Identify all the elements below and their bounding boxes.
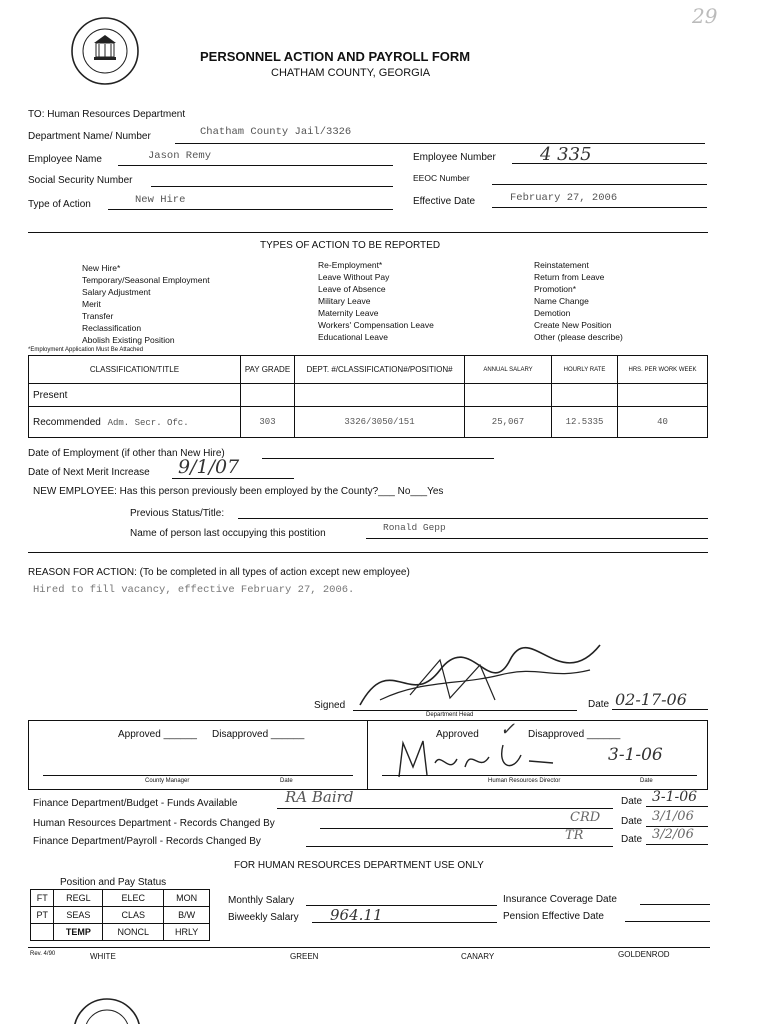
- action-type-item: Salary Adjustment: [82, 287, 151, 297]
- ssn-line[interactable]: [151, 186, 393, 187]
- cm-approved[interactable]: Approved ______: [118, 729, 197, 740]
- action-type-item: Merit: [82, 299, 101, 309]
- status-cell[interactable]: [31, 924, 54, 941]
- last-person-value[interactable]: Ronald Gepp: [383, 522, 446, 533]
- funds-date-line: [646, 806, 708, 807]
- status-cell[interactable]: MON: [164, 890, 210, 907]
- hr-director-box: [367, 720, 708, 790]
- recommended-title[interactable]: Adm. Secr. Ofc.: [107, 417, 189, 428]
- row-present: Present: [29, 384, 241, 407]
- types-col2: [318, 259, 434, 343]
- status-cell[interactable]: NONCL: [103, 924, 164, 941]
- action-type-item: Educational Leave: [318, 332, 388, 342]
- county-manager-label: County Manager: [145, 778, 190, 784]
- employee-name-label: Employee Name: [28, 154, 102, 165]
- position-status-grid: [30, 889, 210, 941]
- department-head-label: Department Head: [426, 712, 474, 718]
- status-cell[interactable]: ELEC: [103, 890, 164, 907]
- department-line: [175, 143, 705, 144]
- action-type-item: Workers' Compensation Leave: [318, 320, 434, 330]
- recommended-dept[interactable]: 3326/3050/151: [295, 407, 465, 438]
- action-type-item: Demotion: [534, 308, 571, 318]
- eeoc-label: EEOC Number: [413, 173, 470, 183]
- cell[interactable]: [295, 384, 465, 407]
- form-title: PERSONNEL ACTION AND PAYROLL FORM: [200, 49, 471, 64]
- department-value[interactable]: Chatham County Jail/3326: [200, 126, 352, 138]
- status-cell[interactable]: PT: [31, 907, 54, 924]
- hr-approved[interactable]: Approved: [436, 729, 479, 740]
- corner-mark: 29: [692, 4, 718, 28]
- next-merit-line: [172, 478, 294, 479]
- recommended-label: Recommended: [33, 416, 101, 428]
- hr-date-value[interactable]: 3-1-06: [608, 745, 663, 765]
- hr-signature-line: [382, 775, 697, 776]
- status-cell[interactable]: TEMP: [54, 924, 103, 941]
- to-line: TO: Human Resources Department: [28, 109, 186, 120]
- last-person-line: [366, 538, 708, 539]
- types-heading: TYPES OF ACTION TO BE REPORTED: [260, 240, 441, 251]
- biweekly-salary-value[interactable]: 964.11: [330, 906, 383, 924]
- funds-date-value[interactable]: 3-1-06: [652, 789, 698, 805]
- new-employee-question: NEW EMPLOYEE: Has this person previously been employed by the County?___ No___Yes: [33, 486, 444, 497]
- records-payroll-label: Finance Department/Payroll - Records Changed By: [33, 836, 261, 847]
- recommended-hours[interactable]: 40: [618, 407, 708, 438]
- action-type-item: Leave of Absence: [318, 284, 386, 294]
- signed-label: Signed: [314, 700, 346, 711]
- col-header-classification: CLASSIFICATION/TITLE: [29, 356, 241, 384]
- records-hr-date-label: Date: [621, 816, 643, 827]
- date-employment-line[interactable]: [262, 458, 494, 459]
- status-cell[interactable]: REGL: [54, 890, 103, 907]
- employee-name-line: [118, 165, 393, 166]
- county-seal-partial-icon: [70, 996, 144, 1024]
- signed-date-line: [612, 709, 708, 710]
- date-employment-label: Date of Employment (if other than New Hire): [28, 448, 225, 459]
- reason-label: REASON FOR ACTION: (To be completed in all types of action except new employee): [28, 567, 410, 578]
- revision-label: Rev. 4/90: [30, 951, 56, 957]
- funds-signature: RA Baird: [285, 788, 354, 806]
- section-divider: [28, 552, 708, 553]
- next-merit-value[interactable]: 9/1/07: [178, 456, 240, 478]
- status-cell[interactable]: SEAS: [54, 907, 103, 924]
- monthly-salary-label: Monthly Salary: [228, 895, 295, 906]
- action-type-item: Temporary/Seasonal Employment: [82, 275, 210, 285]
- form-subtitle: CHATHAM COUNTY, GEORGIA: [271, 67, 431, 79]
- table-row: [31, 890, 210, 907]
- col-header-pay-grade: PAY GRADE: [241, 356, 295, 384]
- department-label: Department Name/ Number: [28, 131, 151, 142]
- insurance-date-line[interactable]: [640, 904, 710, 905]
- copy-goldenrod: GOLDENROD: [618, 950, 670, 959]
- funds-date-label: Date: [621, 796, 643, 807]
- type-action-label: Type of Action: [28, 199, 91, 210]
- status-cell[interactable]: HRLY: [164, 924, 210, 941]
- action-type-item: Re-Employment*: [318, 260, 383, 270]
- action-type-item: Reinstatement: [534, 260, 589, 270]
- action-type-item: Leave Without Pay: [318, 272, 390, 282]
- effective-date-value[interactable]: February 27, 2006: [510, 192, 618, 204]
- records-hr-label: Human Resources Department - Records Changed By: [33, 818, 275, 829]
- action-type-item: Military Leave: [318, 296, 371, 306]
- eeoc-line[interactable]: [492, 184, 707, 185]
- biweekly-salary-label: Biweekly Salary: [228, 912, 299, 923]
- hr-director-label: Human Resources Director: [488, 778, 561, 784]
- cell[interactable]: [618, 384, 708, 407]
- table-row: [29, 384, 708, 407]
- action-type-item: Maternity Leave: [318, 308, 379, 318]
- col-header-hourly: HOURLY RATE: [552, 356, 618, 384]
- action-type-item: Return from Leave: [534, 272, 605, 282]
- recommended-hourly[interactable]: 12.5335: [552, 407, 618, 438]
- action-type-item: Transfer: [82, 311, 114, 321]
- classification-table: [28, 355, 708, 438]
- funds-line: [277, 808, 613, 809]
- status-cell[interactable]: CLAS: [103, 907, 164, 924]
- section-divider: [28, 232, 708, 233]
- hr-date-label: Date: [640, 778, 653, 784]
- records-payroll-date-line: [646, 844, 708, 845]
- col-header-hours: HRS. PER WORK WEEK: [618, 356, 708, 384]
- employee-number-value[interactable]: 4 335: [540, 144, 592, 165]
- footer-divider: [28, 947, 710, 948]
- signed-date-label: Date: [588, 699, 610, 710]
- action-type-item: Promotion*: [534, 284, 577, 294]
- table-row: [31, 924, 210, 941]
- county-seal-icon: [68, 16, 142, 86]
- cell[interactable]: [241, 384, 295, 407]
- action-type-item: Abolish Existing Position: [82, 335, 175, 345]
- types-footnote: *Employment Application Must Be Attached: [28, 347, 144, 353]
- ssn-label: Social Security Number: [28, 175, 133, 186]
- copy-green: GREEN: [290, 952, 319, 961]
- cell[interactable]: [552, 384, 618, 407]
- previous-status-label: Previous Status/Title:: [130, 508, 225, 519]
- recommended-grade[interactable]: 303: [241, 407, 295, 438]
- table-row: [31, 907, 210, 924]
- cm-signature-line[interactable]: [43, 775, 353, 776]
- pension-date-line[interactable]: [625, 921, 710, 922]
- previous-status-line[interactable]: [238, 518, 708, 519]
- records-payroll-initials: TR: [565, 828, 584, 843]
- insurance-date-label: Insurance Coverage Date: [503, 894, 617, 905]
- pension-date-label: Pension Effective Date: [503, 911, 604, 922]
- types-col3: [534, 259, 623, 343]
- cm-disapproved[interactable]: Disapproved ______: [212, 729, 305, 740]
- recommended-salary[interactable]: 25,067: [465, 407, 552, 438]
- copy-canary: CANARY: [461, 952, 495, 961]
- county-manager-box: [28, 720, 368, 790]
- action-type-item: New Hire*: [82, 263, 121, 273]
- copy-white: WHITE: [90, 952, 116, 961]
- action-type-item: Other (please describe): [534, 332, 623, 342]
- records-payroll-line: [306, 846, 613, 847]
- type-action-value[interactable]: New Hire: [135, 194, 186, 206]
- hr-use-heading: FOR HUMAN RESOURCES DEPARTMENT USE ONLY: [234, 860, 484, 871]
- type-action-line: [108, 209, 393, 210]
- records-payroll-date-value[interactable]: 3/2/06: [652, 827, 694, 842]
- department-head-signature: [350, 640, 610, 712]
- status-cell[interactable]: B/W: [164, 907, 210, 924]
- employee-number-label: Employee Number: [413, 152, 496, 163]
- cell[interactable]: [465, 384, 552, 407]
- col-header-annual: ANNUAL SALARY: [465, 356, 552, 384]
- records-hr-date-value[interactable]: 3/1/06: [652, 809, 694, 824]
- next-merit-label: Date of Next Merit Increase: [28, 467, 150, 478]
- check-mark-icon: ✓: [500, 719, 516, 740]
- records-hr-initials: CRD: [570, 810, 601, 825]
- position-pay-status-label: Position and Pay Status: [60, 877, 167, 888]
- hr-disapproved[interactable]: Disapproved ______: [528, 729, 621, 740]
- reason-value[interactable]: Hired to fill vacancy, effective February 27, 2006.: [33, 584, 355, 596]
- status-cell[interactable]: FT: [31, 890, 54, 907]
- table-row: [29, 407, 708, 438]
- types-col1: [82, 262, 210, 346]
- row-recommended: [29, 407, 241, 438]
- records-payroll-date-label: Date: [621, 834, 643, 845]
- last-person-label: Name of person last occupying this postition: [130, 528, 326, 539]
- effective-date-label: Effective Date: [413, 196, 476, 207]
- effective-date-line: [492, 207, 707, 208]
- funds-available-label: Finance Department/Budget - Funds Available: [33, 798, 238, 809]
- cm-date-label: Date: [280, 778, 293, 784]
- action-type-item: Name Change: [534, 296, 589, 306]
- col-header-dept: DEPT. #/CLASSIFICATION#/POSITION#: [295, 356, 465, 384]
- action-type-item: Reclassification: [82, 323, 142, 333]
- action-type-item: Create New Position: [534, 320, 612, 330]
- signed-date-value[interactable]: 02-17-06: [615, 690, 687, 709]
- employee-name-value[interactable]: Jason Remy: [148, 150, 212, 162]
